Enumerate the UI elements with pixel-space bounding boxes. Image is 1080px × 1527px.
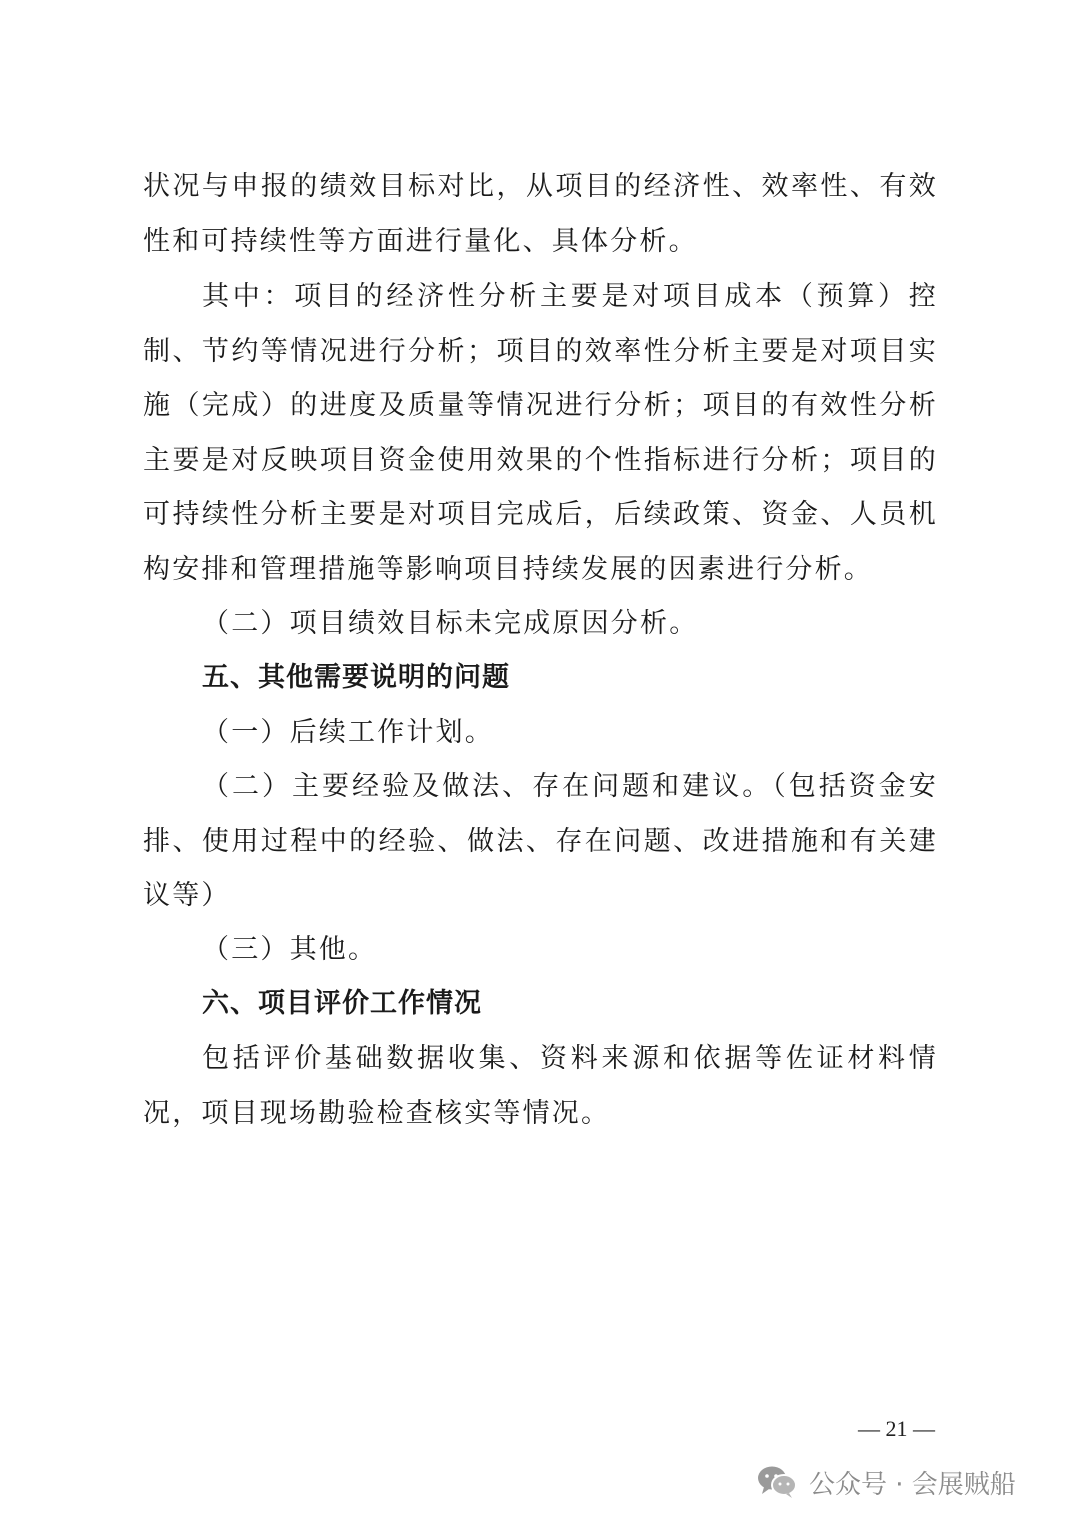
- page-number: — 21 —: [858, 1416, 935, 1441]
- paragraph-analysis-details: 其中：项目的经济性分析主要是对项目成本（预算）控制、节约等情况进行分析；项目的效率性分析主要是对项目实施（完成）的进度及质量等情况进行分析；项目的有效性分析主要是对反映项目资金使用效果的个性指标进行分析；项目的可持续性分析主要是对项目完成后，后续政策、资金、人员机构安排和管理措施等影响项目持续发展的因素进行分析。: [143, 281, 938, 585]
- list-item-followup-plan: （一）后续工作计划。: [202, 717, 494, 748]
- watermark-text: 公众号 · 会展贼船: [809, 1469, 1016, 1500]
- watermark: [755, 1460, 1016, 1504]
- list-item-other: （三）其他。: [202, 934, 378, 965]
- list-item-experience-suggestions: （二）主要经验及做法、存在问题和建议。（包括资金安排、使用过程中的经验、做法、存在问题、改进措施和有关建议等）: [143, 771, 938, 911]
- section-heading-five: 五、其他需要说明的问题: [202, 662, 510, 693]
- paragraph-evaluation-work: 包括评价基础数据收集、资料来源和依据等佐证材料情况，项目现场勘验检查核实等情况。: [143, 1043, 938, 1129]
- paragraph-unfinished-reasons: （二）项目绩效目标未完成原因分析。: [202, 608, 699, 639]
- wechat-icon: [755, 1463, 799, 1501]
- paragraph-continuation: 状况与申报的绩效目标对比，从项目的经济性、效率性、有效性和可持续性等方面进行量化、具体分析。: [143, 171, 938, 257]
- section-heading-six: 六、项目评价工作情况: [202, 988, 482, 1019]
